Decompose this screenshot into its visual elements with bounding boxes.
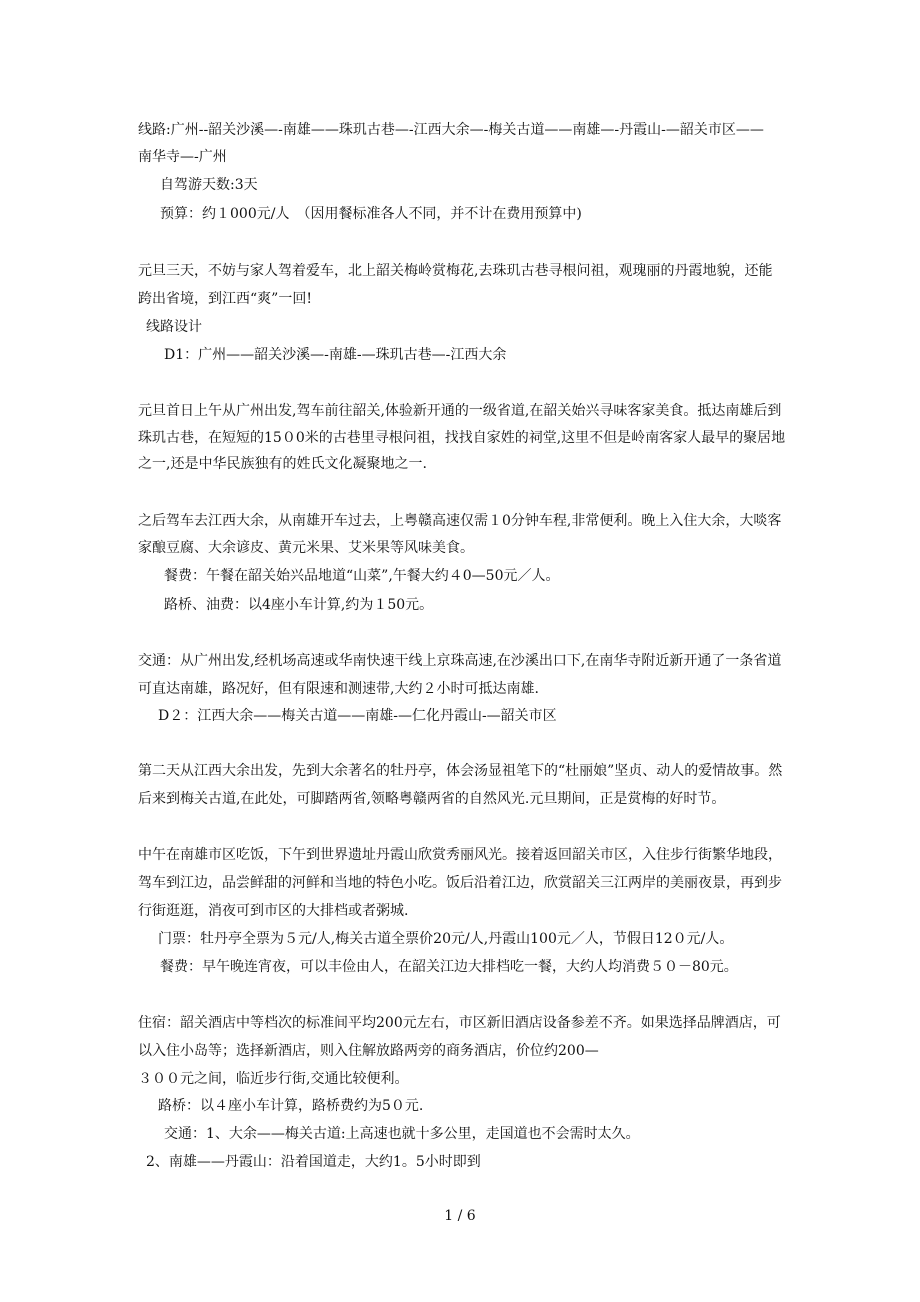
route-line: 线路:广州--韶关沙溪—-南雄——珠玑古巷—-江西大余—-梅关古道——南雄—-丹霞山-—韶关市区—— (138, 122, 764, 138)
transport-paragraph: 可直达南雄，路况好，但有限速和测速带,大约２小时可抵达南雄. (138, 681, 539, 697)
meal-cost: 餐费：午餐在韶关始兴品地道“山菜”,午餐大约４0—50元／人。 (164, 568, 560, 584)
meal-cost-day2: 餐费：早午晚连宵夜，可以丰俭由人，在韶关江边大排档吃一餐，大约人均消费５０－80元。 (160, 959, 738, 975)
day1-evening: 家酿豆腐、大余谚皮、黄元米果、艾米果等风味美食。 (138, 540, 474, 556)
day1-evening: 之后驾车去江西大余，从南雄开车过去，上粤赣高速仅需１0分钟车程,非常便利。晚上入住大余，大啖客 (138, 513, 782, 529)
day2-afternoon: 驾车到江边，品尝鲜甜的河鲜和当地的特色小吃。饭后沿着江边，欣赏韶关三江两岸的美丽夜景，再到步 (138, 875, 782, 891)
transport-item-2: 2、南雄——丹霞山：沿着国道走，大约1。5小时即到 (146, 1154, 481, 1170)
accommodation: 以入住小岛等；选择新酒店，则入住解放路两旁的商务酒店，价位约200— (138, 1043, 599, 1059)
transport-item-1: 交通：1、大余——梅关古道:上高速也就十多公里，走国道也不会需时太久。 (164, 1126, 640, 1142)
trip-days: 自驾游天数:3天 (160, 177, 258, 193)
day2-paragraph: 第二天从江西大余出发，先到大余著名的牡丹亭，体会汤显祖笔下的“杜丽娘”坚贞、动人的爱情故事。然 (138, 763, 783, 779)
accommodation: 住宿：韶关酒店中等档次的标准间平均200元左右，市区新旧酒店设备参差不齐。如果选择品牌酒店，可 (138, 1015, 781, 1031)
ticket-prices: 门票：牡丹亭全票为５元/人,梅关古道全票价20元/人,丹霞山100元／人，节假日12０元/人。 (158, 931, 734, 947)
day2-paragraph: 后来到梅关古道,在此处，可脚踏两省,领略粤赣两省的自然风光.元旦期间，正是赏梅的好时节。 (138, 791, 726, 807)
day2-heading: D２：江西大余——梅关古道——南雄-—仁化丹霞山-—韶关市区 (158, 708, 557, 724)
toll-cost: 路桥：以４座小车计算，路桥费约为5０元. (158, 1098, 424, 1114)
budget: 预算：约１000元/人 （因用餐标准各人不同，并不计在费用预算中) (160, 206, 582, 222)
intro-paragraph-cont: 跨出省境，到江西“爽”一回! (138, 291, 312, 307)
day1-heading: D1：广州——韶关沙溪—-南雄-—珠玑古巷—-江西大余 (164, 347, 507, 363)
day1-paragraph: 珠玑古巷，在短短的15０0米的古巷里寻根问祖，找找自家姓的祠堂,这里不但是岭南客家人最早的聚居地 (138, 430, 786, 446)
day1-paragraph: 之一,还是中华民族独有的姓氏文化凝聚地之一. (138, 456, 427, 472)
day2-afternoon: 中午在南雄市区吃饭，下午到世界遗址丹霞山欣赏秀丽风光。接着返回韶关市区，入住步行街繁华地段， (138, 847, 782, 863)
section-heading: 线路设计 (146, 319, 202, 335)
route-line-cont: 南华寺—-广州 (138, 149, 227, 165)
day1-paragraph: 元旦首日上午从广州出发,驾车前往韶关,体验新开通的一级省道,在韶关始兴寻味客家美食。抵达南雄后到 (138, 403, 782, 419)
page-indicator: 1 / 6 (444, 1208, 476, 1224)
intro-paragraph: 元旦三天，不妨与家人驾着爱车，北上韶关梅岭赏梅花,去珠玑古巷寻根问祖，观瑰丽的丹霞地貌，还能 (138, 263, 773, 279)
accommodation: ３００元之间，临近步行街,交通比较便利。 (138, 1071, 409, 1087)
transport-paragraph: 交通：从广州出发,经机场高速或华南快速干线上京珠高速,在沙溪出口下,在南华寺附近新开通了一条省道 (138, 653, 782, 669)
road-fuel-cost: 路桥、油费：以4座小车计算,约为１50元。 (164, 597, 434, 613)
day2-afternoon: 行街逛逛，消夜可到市区的大排档或者粥城. (138, 903, 409, 919)
